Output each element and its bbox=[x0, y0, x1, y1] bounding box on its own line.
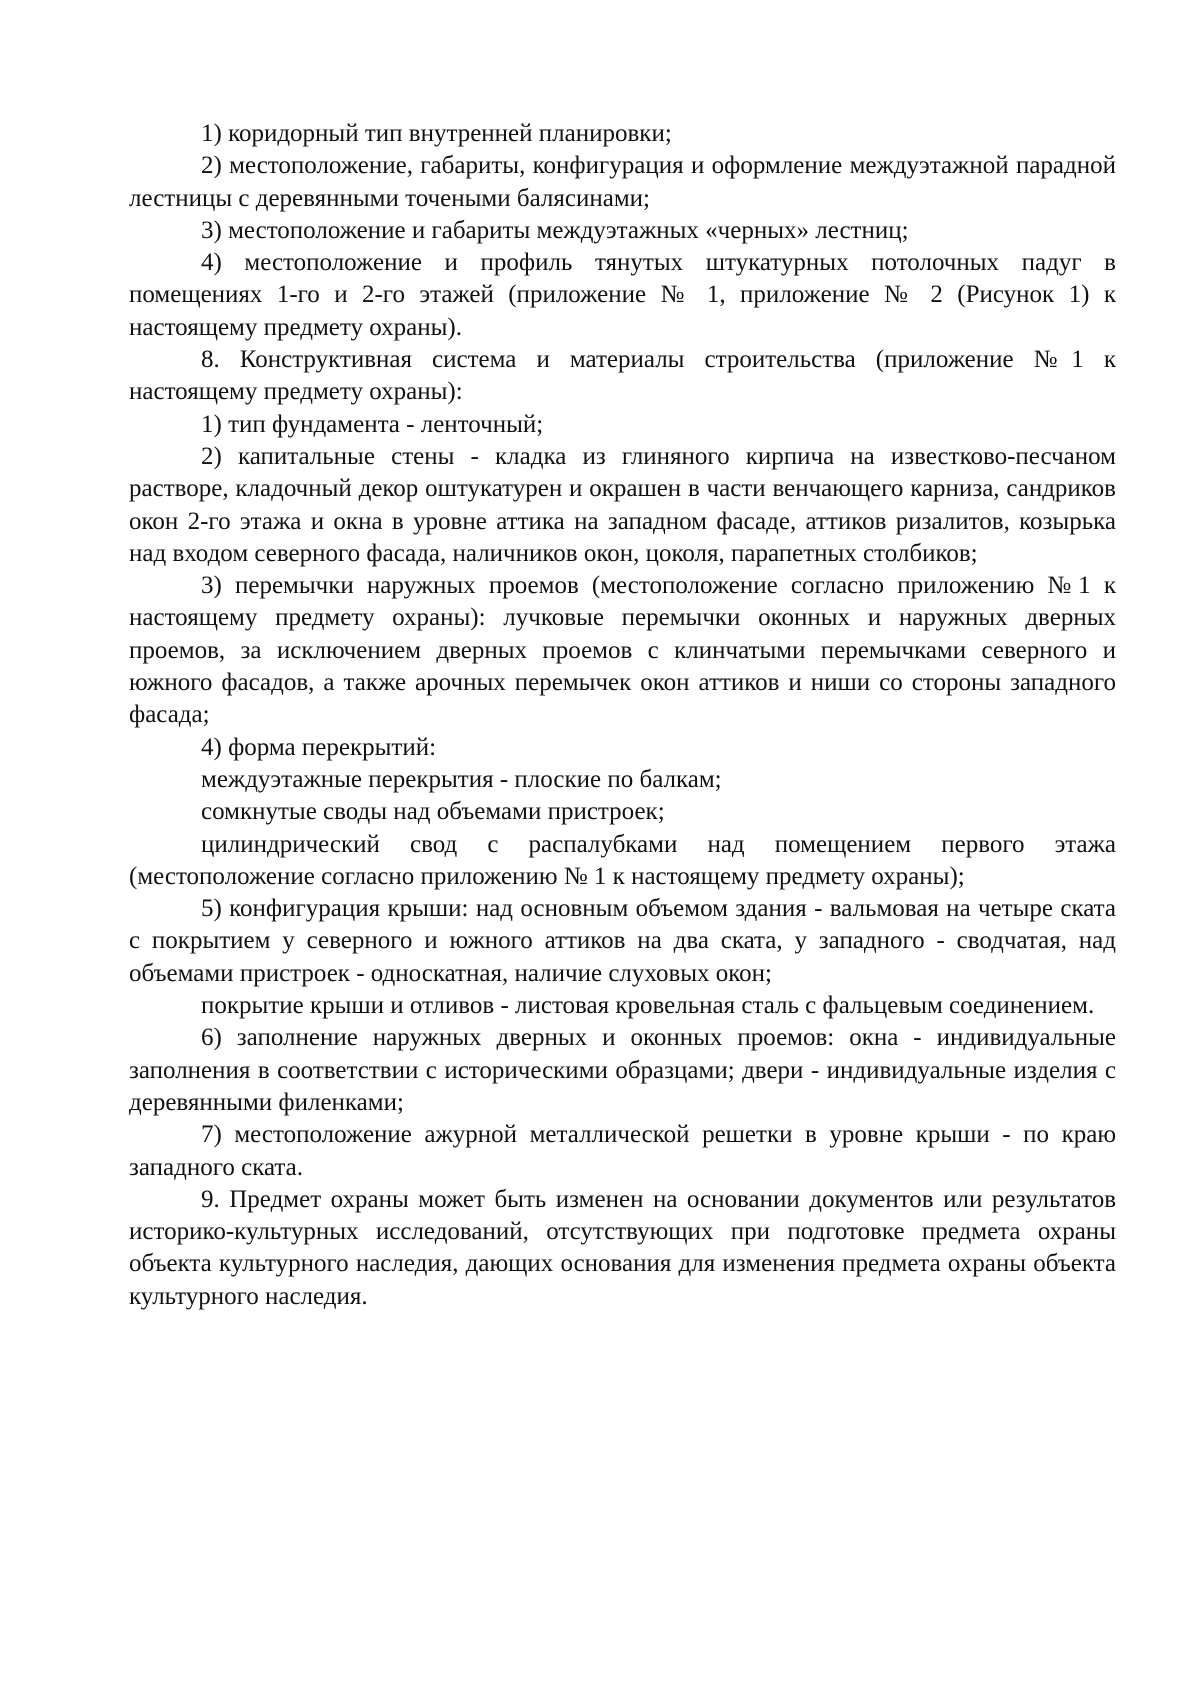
paragraph-14: покрытие крыши и отливов - листовая кровельная сталь с фальцевым соединением. bbox=[201, 992, 1095, 1020]
paragraph-5: 8. Конструктивная система и материалы строительства (приложение №1 к настоящему предмету охраны): bbox=[129, 346, 1116, 406]
paragraph-12: цилиндрический свод с распалубками над помещением первого этажа (местоположение согласно приложению № 1 к настоящему предмету охраны); bbox=[129, 830, 1116, 890]
paragraph-17: 9. Предмет охраны может быть изменен на основании документов или результатов историко-культурных исследований, отсутствующих при подготовке предмета охраны объекта культурного наследия, дающих основания для изменения предмета охраны объекта культурного наследия. bbox=[129, 1185, 1116, 1310]
paragraph-15: 6) заполнение наружных дверных и оконных проемов: окна - индивидуальные заполнения в соответствии с историческими образцами; двери - индивидуальные изделия с деревянными филенками; bbox=[129, 1024, 1116, 1116]
paragraph-16: 7) местоположение ажурной металлической решетки в уровне крыши - по краю западного ската. bbox=[129, 1121, 1116, 1181]
paragraph-9: 4) форма перекрытий: bbox=[201, 733, 437, 761]
paragraph-11: сомкнутые своды над объемами пристроек; bbox=[201, 798, 665, 826]
paragraph-1: 1) коридорный тип внутренней планировки; bbox=[201, 120, 672, 147]
paragraph-8: 3) перемычки наружных проемов (местоположение согласно приложению №1 к настоящему предмету охраны): лучковые перемычки оконных и наружных дверных проемов, за исключением дверных проемов с клинчатыми перемычками северного и южного фасадов, а также арочных перемычек окон аттиков и ниши со стороны западного фасада; bbox=[129, 572, 1116, 729]
paragraph-2: 2) местоположение, габариты, конфигурация и оформление междуэтажной парадной лестницы с деревянными точеными балясинами; bbox=[129, 152, 1116, 212]
paragraph-3: 3) местоположение и габариты междуэтажных «черных» лестниц; bbox=[201, 216, 909, 244]
paragraph-6: 1) тип фундамента - ленточный; bbox=[201, 410, 544, 438]
document-body bbox=[129, 118, 1116, 1313]
paragraph-7: 2) капитальные стены - кладка из глиняного кирпича на известково-песчаном растворе, кладочный декор оштукатурен и окрашен в части венчающего карниза, сандриков окон 2-го этажа и окна в уровне аттика на западном фасаде, аттиков ризалитов, козырька над входом северного фасада, наличников окон, цоколя, парапетных столбиков; bbox=[129, 442, 1116, 567]
paragraph-10: междуэтажные перекрытия - плоские по балкам; bbox=[201, 765, 722, 793]
paragraph-13: 5) конфигурация крыши: над основным объемом здания - вальмовая на четыре ската с покрытием у северного и южного аттиков на два ската, у западного - сводчатая, над объемами пристроек - односкатная, наличие слуховых окон; bbox=[129, 895, 1116, 987]
paragraph-4: 4) местоположение и профиль тянутых штукатурных потолочных падуг в помещениях 1-го и 2-го этажей (приложение № 1, приложение № 2 (Рисунок 1) к настоящему предмету охраны). bbox=[129, 249, 1116, 341]
